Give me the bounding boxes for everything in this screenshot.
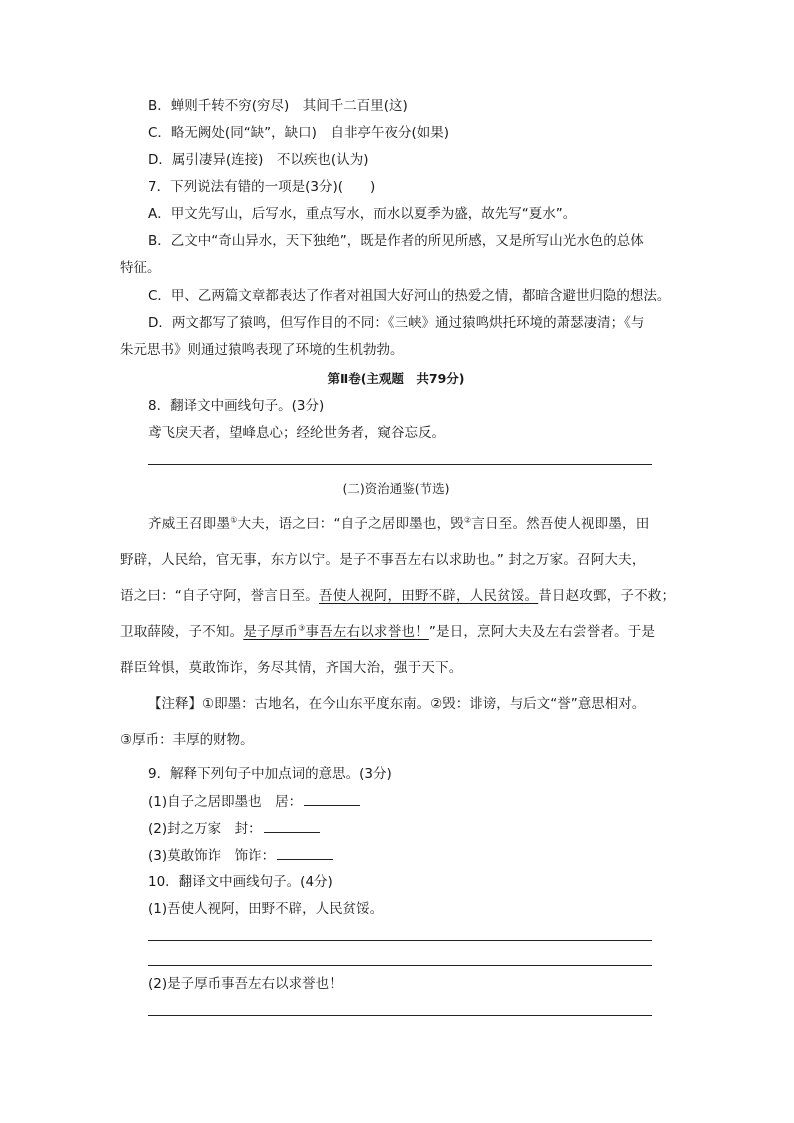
answer-line	[148, 464, 652, 465]
section-2-title: 第Ⅱ卷(主观题 共79分)	[327, 371, 465, 386]
passage-line-2: 野辟，人民给，官无事，东方以宁。是子不事吾左右以求助也。” 封之万家。召阿大夫，	[120, 552, 646, 568]
question-10: 10．翻译文中画线句子。(4分)	[148, 874, 333, 890]
blank-answer[interactable]	[264, 818, 320, 833]
question-10-item-2: (2)是子厚币事吾左右以求誉也！	[148, 976, 343, 992]
underlined-sentence-1: 吾使人视阿，田野不辟，人民贫馁。	[319, 588, 539, 604]
underlined-sentence-2: 是子厚币③事吾左右以求誉也！	[243, 623, 429, 640]
passage-line-5: 群臣耸惧，莫敢饰诈，务尽其情，齐国大治，强于天下。	[120, 660, 463, 676]
answer-line	[148, 940, 652, 941]
question-8-sentence: 鸢飞戾天者，望峰息心；经纶世务者，窥谷忘反。	[148, 425, 445, 441]
blank-answer[interactable]	[304, 791, 360, 806]
notes-line-2: ③厚币：丰厚的财物。	[120, 732, 254, 748]
question-7-option-c: C．甲、乙两篇文章都表达了作者对祖国大好河山的热爱之情，都暗含避世归隐的想法。	[148, 288, 671, 304]
option-c-line: C．略无阙处(同“缺”，缺口) 自非亭午夜分(如果)	[148, 125, 449, 141]
question-7-option-a: A．甲文先写山，后写水，重点写水，而水以夏季为盛，故先写“夏水”。	[148, 206, 577, 222]
question-10-item-1: (1)吾使人视阿，田野不辟，人民贫馁。	[148, 901, 384, 917]
note-marker-1: ①	[230, 515, 238, 525]
question-8: 8．翻译文中画线句子。(3分)	[148, 398, 325, 414]
blank-answer[interactable]	[277, 845, 333, 860]
option-d-line: D．属引凄异(连接) 不以疾也(认为)	[148, 152, 369, 168]
answer-line	[148, 965, 652, 966]
passage-line-1: 齐威王召即墨①大夫，语之曰：“自子之居即墨也，毁②言日至。然吾使人视即墨，田	[148, 515, 650, 532]
question-9-item-1: (1)自子之居即墨也 居：	[148, 791, 360, 812]
question-7-option-b: B．乙文中“奇山异水，天下独绝”，既是作者的所见所感，又是所写山光水色的总体	[148, 233, 644, 249]
question-7: 7．下列说法有错的一项是(3分)( )	[148, 179, 376, 195]
question-9: 9．解释下列句子中加点词的意思。(3分)	[148, 766, 392, 782]
note-marker-3: ③	[298, 623, 306, 633]
question-9-item-3: (3)莫敢饰诈 饰诈：	[148, 845, 333, 866]
question-7-option-b-cont: 特征。	[120, 260, 161, 276]
notes-line-1: 【注释】①即墨：古地名，在今山东平度东南。②毁：诽谤，与后文“誉”意思相对。	[148, 696, 646, 712]
passage-line-3: 语之曰：“自子守阿，誉言日至。吾使人视阿，田野不辟，人民贫馁。昔日赵攻鄄，子不救；	[120, 588, 676, 604]
question-9-item-2: (2)封之万家 封：	[148, 818, 320, 839]
passage-line-4: 卫取薛陵，子不知。是子厚币③事吾左右以求誉也！”是日，烹阿大夫及左右尝誉者。于是	[120, 623, 656, 640]
note-marker-2: ②	[463, 515, 472, 525]
option-b-line: B．蝉则千转不穷(穷尽) 其间千二百里(这)	[148, 98, 408, 114]
passage-title: (二)资治通鉴(节选)	[342, 481, 450, 496]
question-7-option-d: D．两文都写了猿鸣，但写作目的不同：《三峡》通过猿鸣烘托环境的萧瑟凄清；《与	[148, 315, 645, 331]
question-7-option-d-cont: 朱元思书》则通过猿鸣表现了环境的生机勃勃。	[120, 342, 404, 358]
answer-line	[148, 1015, 652, 1016]
